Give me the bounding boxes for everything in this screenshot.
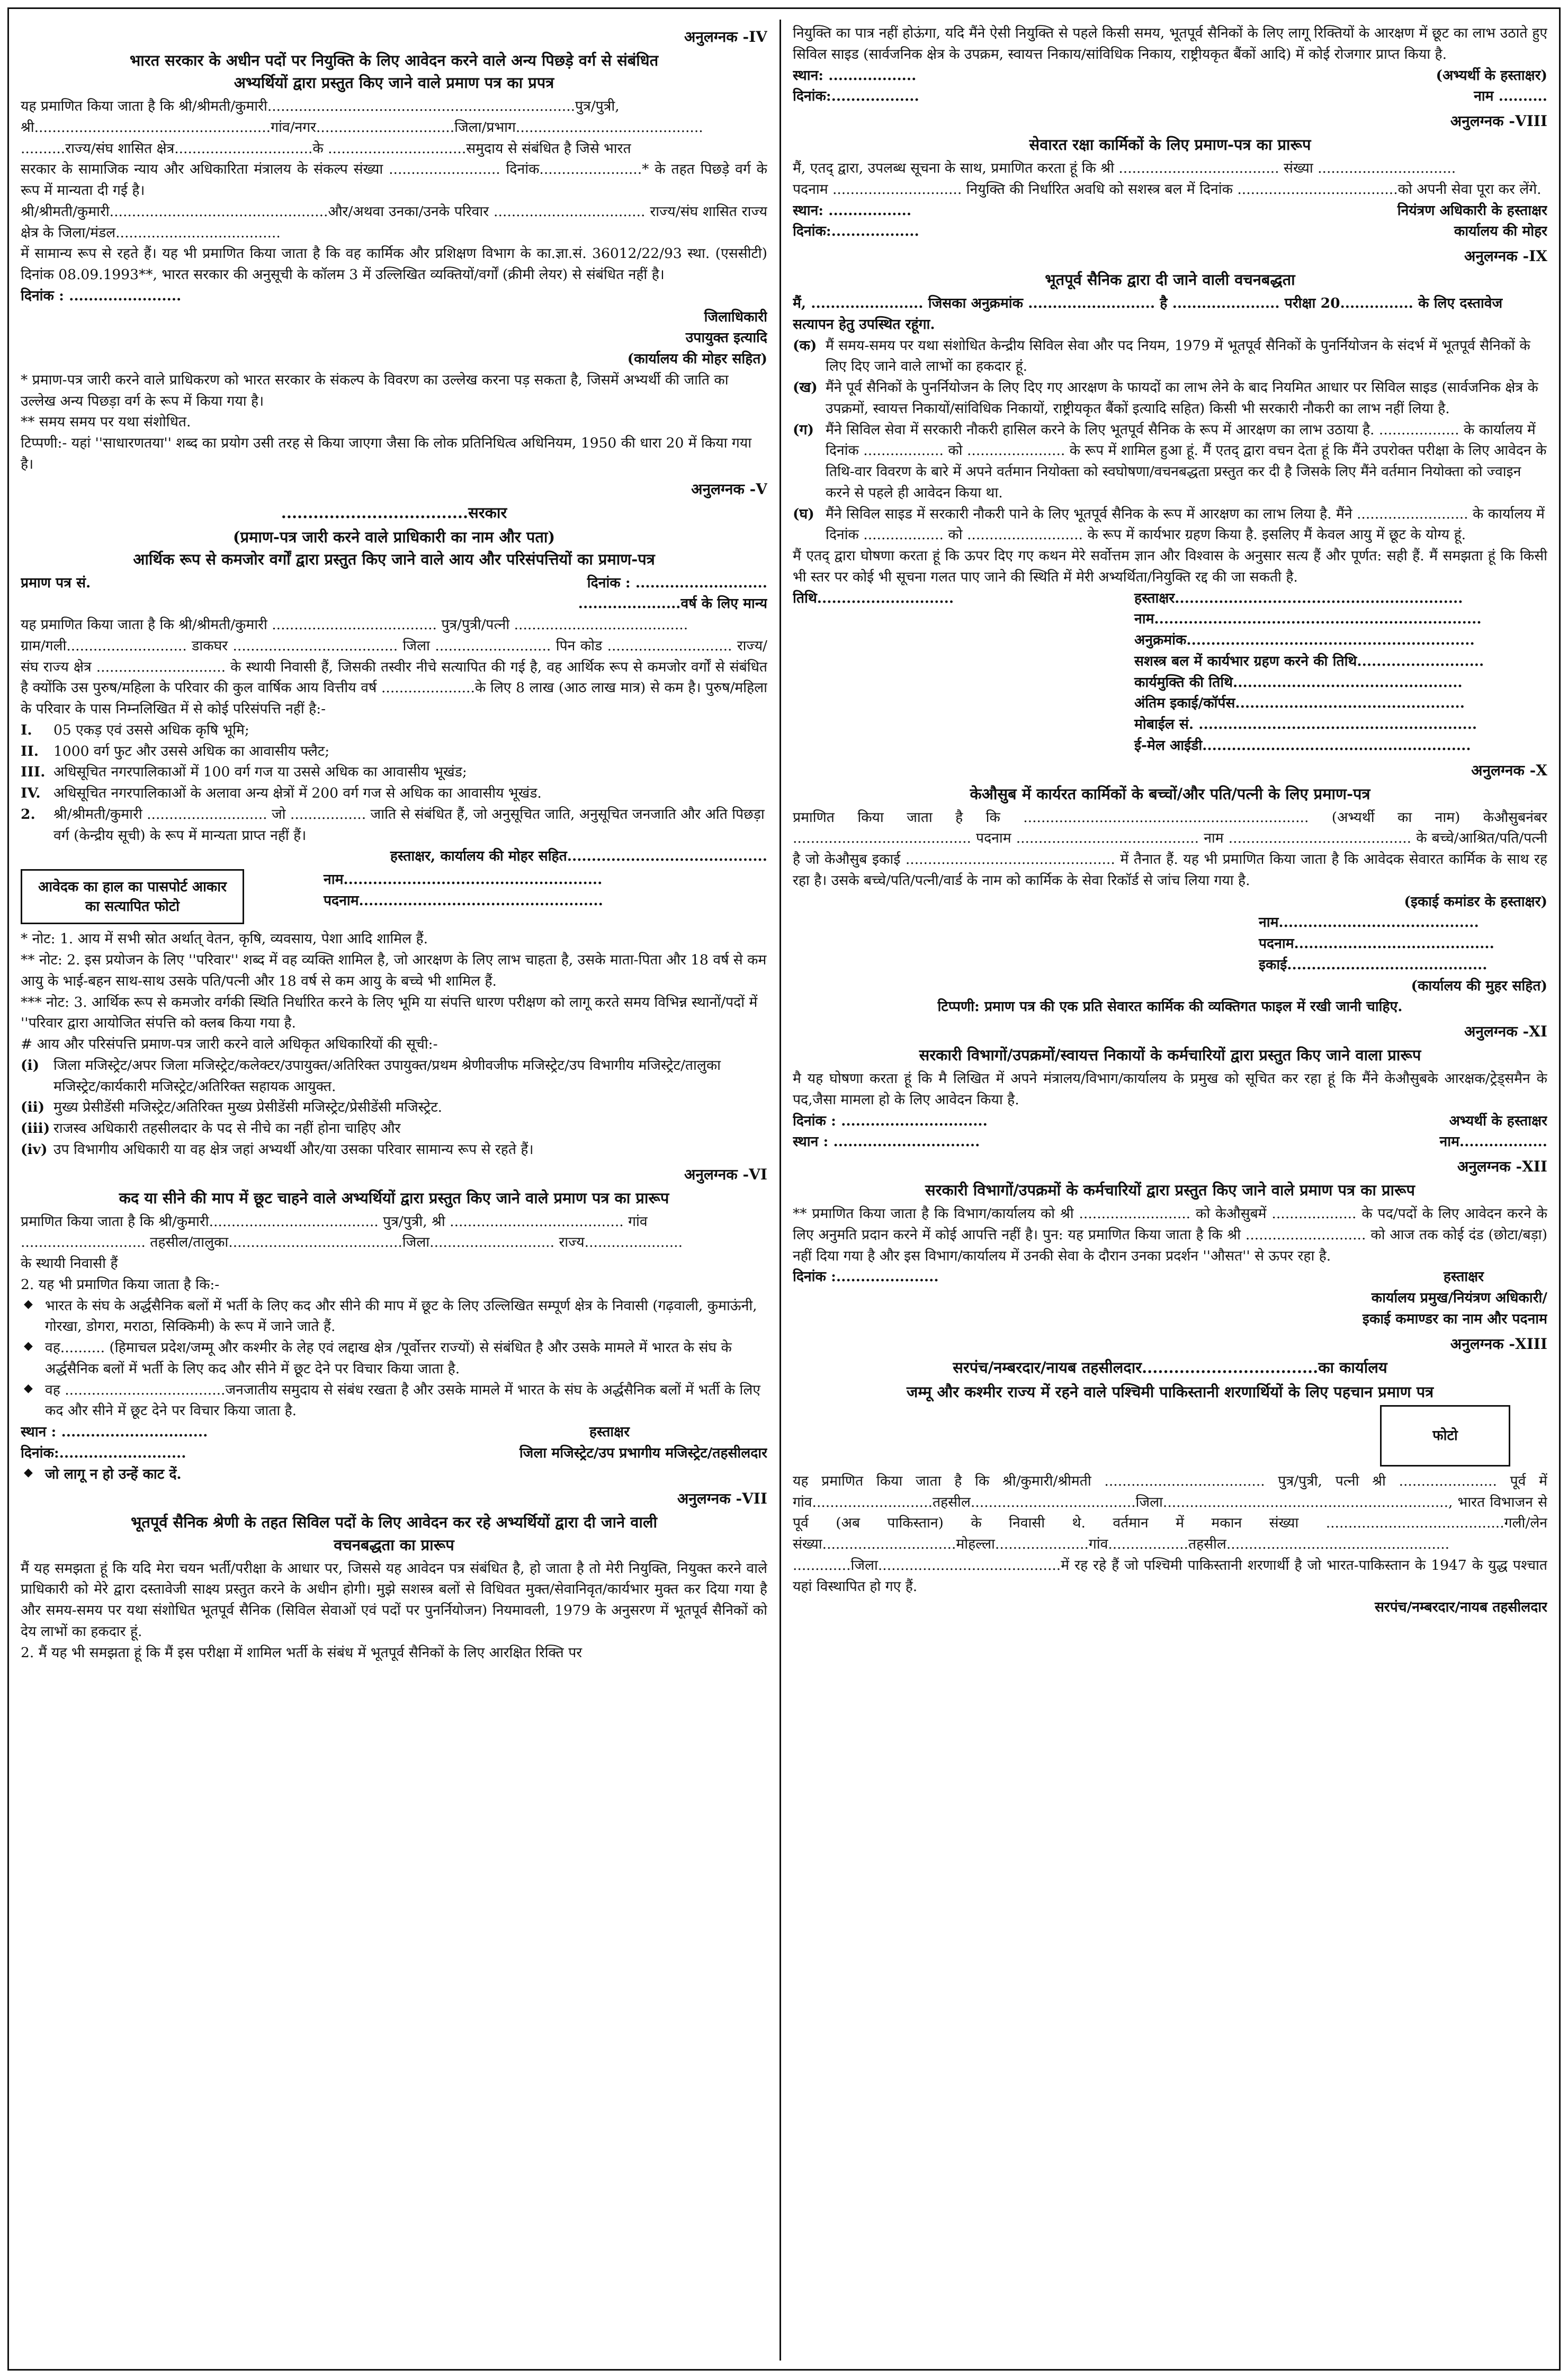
signature-label: हस्ताक्षर: [1443, 1268, 1484, 1285]
field-designation: पदनाम.........................................: [1259, 935, 1494, 952]
footnote: ** नोट: 2. इस प्रयोजन के लिए ''परिवार'' शब्द में वह व्यक्ति शामिल है, जो आरक्षण के लिए लाभ चाहता है, उसके माता-पिता और 18 वर्ष से कम आयु के भाई-बहन साथ-साथ उसके पति/पत्नी और 18 वर्ष से कम आयु के बच्चे भी शामिल हैं.: [21, 952, 767, 989]
field-name: नाम.........................................: [1259, 914, 1479, 931]
annexure-title: भूतपूर्व सैनिक श्रेणी के तहत सिविल पदों के लिए आवेदन कर रहे अभ्यर्थियों द्वारा दी जाने वाली वचनबद्धता का प्रारूप: [130, 1513, 657, 1554]
annexure-label: अनुलग्नक -VI: [684, 1165, 767, 1183]
annexure-xiii: [793, 1333, 1547, 1618]
annexure-viii: [793, 110, 1547, 242]
body-line: श्री/श्रीमती/कुमारी.................................................और/अथवा उनका/उनके परिवार .................................. राज्य/संघ शासित राज्य क्षेत्र के जिला/मंडल.....................................: [21, 203, 767, 241]
footnote: * प्रमाण-पत्र जारी करने वाले प्राधिकरण को भारत सरकार के संकल्प के विवरण का उल्लेख करना पड़ सकता है, जिसमें अभ्यर्थी की जाति का उल्लेख अन्य पिछड़ा वर्ग के रूप में किया गया है।: [21, 371, 729, 409]
body-line: सरकार के सामाजिक न्याय और अधिकारिता मंत्रालय के संकल्प संख्या ......................... दिनांक.......................* के तहत पिछड़े वर्ग के रूप में मान्यता दी गई है।: [21, 161, 767, 199]
annexure-x: [793, 759, 1547, 1018]
annexure-xi: [793, 1021, 1547, 1152]
caste-clause: 2. श्री/श्रीमती/कुमारी ........................... जो ................. जाति से संबंधित हैं, जो अनुसूचित जाति, अनुसूचित जनजाति और अति पिछड़ा वर्ग (केन्द्रीय सूची) के रूप में मान्यता प्राप्त नहीं हैं।: [21, 806, 765, 844]
signature-label: (अभ्यर्थी के हस्ताक्षर): [1436, 67, 1547, 84]
signatory: जिला मजिस्ट्रेट/उप प्रभागीय मजिस्ट्रेट/तहसीलदार: [519, 1444, 767, 1461]
signature-label: (इकाई कमांडर के हस्ताक्षर): [1404, 893, 1547, 910]
officer-item: (i) जिला मजिस्ट्रेट/अपर जिला मजिस्ट्रेट/कलेक्टर/उपायुक्त/अतिरिक्त उपायुक्त/प्रथम श्रेणीवजीफ मजिस्ट्रेट/उप विभागीय मजिस्ट्रेट/तालुका मजिस्ट्रेट/कार्यकारी मजिस्ट्रेट/अतिरिक्त सहायक आयुक्त.: [21, 1057, 721, 1095]
signatory: जिलाधिकारी: [704, 308, 767, 325]
body-line: 2. मैं यह भी समझता हूं कि मैं इस परीक्षा में शामिल भर्ती के संबंध में भूतपूर्व सैनिकों के लिए आरक्षित रिक्ति पर: [21, 1644, 583, 1661]
asset-item: IV. अधिसूचित नगरपालिकाओं के अलावा अन्य क्षेत्रों में 200 वर्ग गज से अधिक का आवासीय भूखंड.: [21, 785, 542, 802]
name-field: नाम ..........: [1474, 88, 1547, 105]
asset-item: II. 1000 वर्ग फुट और उससे अधिक का आवासीय फ्लैट;: [21, 743, 330, 759]
footnote: * नोट: 1. आय में सभी स्रोत अर्थात् वेतन, कृषि, व्यवसाय, पेशा आदि शामिल हैं.: [21, 931, 428, 947]
place-line: स्थान : ..............................: [793, 1133, 980, 1150]
body-line: ग्राम/गली........................... डाकघर ..................................... जिला .......................... पिन कोड ............................ राज्य/संघ राज्य क्षेत्र ............................. के स्थायी निवासी हैं, जिसकी तस्वीर नीचे सत्यापित की गई है, वह आर्थिक रूप से कमजोर वर्गों से संबंधित है क्योंकि उस पुरुष/महिला के परिवार की कुल वार्षिक आय वित्तीय वर्ष .....................के लिए 8 लाख (आठ लाख मात्र) से कम है। पुरुष/महिला के परिवार के पास निम्नलिखित में से कोई परिसंपत्ति नहीं है:-: [21, 637, 767, 718]
body-line: के स्थायी निवासी हैं: [21, 1255, 118, 1272]
body-line: यह प्रमाणित किया जाता है कि श्री/कुमारी/श्रीमती .................................... पुत्र/पुत्री, पत्नी श्री ...................... पूर्व में गांव...........................तहसील.....................................जिला................................................................, भारत विभाजन से पूर्व (अब पाकिस्तान) के निवासी थे. वर्तमान में मकान संख्या ........................................गली/लेन संख्या..............................मोहल्ला.....................गांव..................तहसील.................................................. .............जिला.........................................में रह रहे हैं जो पश्चिमी पाकिस्तानी शरणार्थी है जो भारत-पाकिस्तान के 1947 के युद्ध पश्चात यहां विस्थापित हो गए हैं.: [793, 1472, 1547, 1595]
designation-field: पदनाम..................................................: [324, 892, 603, 909]
signatory: सरपंच/नम्बरदार/नायब तहसीलदार: [1374, 1599, 1547, 1616]
asset-item: III. अधिसूचित नगरपालिकाओं में 100 वर्ग गज या उससे अधिक का आवासीय भूखंड;: [21, 764, 467, 781]
government-line: ...................................सरकार: [281, 503, 507, 522]
officer-fields: [324, 869, 603, 911]
seal-note: कार्यालय की मोहर: [1454, 223, 1547, 240]
name-field: नाम..................: [1439, 1133, 1547, 1150]
signatory: इकाई कमाण्डर का नाम और पदनाम: [1362, 1310, 1547, 1327]
signature-label: नियंत्रण अधिकारी के हस्ताक्षर: [1397, 202, 1547, 219]
place-sign-row: [793, 200, 1547, 221]
place-line: स्थान: .................: [793, 202, 912, 219]
photo-and-officer: [21, 869, 767, 924]
date-line: दिनांक:..........................: [21, 1444, 186, 1461]
asset-item: I. 05 एकड़ एवं उससे अधिक कृषि भूमि;: [21, 721, 249, 738]
note: टिप्पणी: प्रमाण पत्र की एक प्रति सेवारत कार्मिक की व्यक्तिगत फाइल में रखी जानी चाहिए.: [937, 998, 1403, 1015]
annexure-vi: [21, 1164, 767, 1485]
right-column: [793, 23, 1547, 2353]
annexure-label: अनुलग्नक -XI: [1464, 1023, 1547, 1041]
field-last-unit: अंतिम इकाई/कॉर्पस...............................................: [1134, 695, 1465, 712]
date-line: दिनांक : .......................: [21, 287, 182, 304]
date-sign-row: [793, 1111, 1547, 1132]
annexure-label: अनुलग्नक -XII: [1457, 1158, 1547, 1176]
photo-box: आवेदक का हाल का पासपोर्ट आकार का सत्यापित फोटो: [21, 869, 244, 924]
bullet-icon: ◆: [24, 1297, 33, 1311]
signatory: कार्यालय प्रमुख/नियंत्रण अधिकारी/: [1371, 1290, 1547, 1307]
annexure-title: केऔसुब में कार्यरत कार्मिकों के बच्चों/और पति/पत्नी के लिए प्रमाण-पत्र: [970, 784, 1370, 803]
signature-line: हस्ताक्षर, कार्यालय की मोहर सहित.........................................: [390, 848, 767, 865]
undertaking-item: (ग) मैंने सिविल सेवा में सरकारी नौकरी हासिल करने के लिए भूतपूर्व सैनिक के रूप में आरक्षण का लाभ उठाया है. .................. के कार्यालय में दिनांक .................. को ...................... के रूप में शामिल हुआ हूं. मैं एतद् द्वारा वचन देता हूं कि मैंने उपरोक्त परीक्षा के लिए आवेदन के तिथि-वार विवरण के बारे में अपने वर्तमान नियोक्ता को स्वघोषणा/वचनबद्धता प्रस्तुत कर दी है जिसके लिए मैंने वर्तमान नियोक्ता को ज्वाइन करने से पहले ही आवेदन किया था.: [793, 421, 1547, 501]
date-line: दिनांक:..................: [793, 223, 919, 240]
date-line: तिथि............................: [793, 589, 954, 606]
body-line: ............................ तहसील/तालुका.......................................जिला............................ राज्य......................: [21, 1234, 683, 1251]
body-line: श्री.....................................................गांव/नगर...............................जिला/प्रभाग..........................................: [21, 119, 703, 136]
footnote: ** समय समय पर यथा संशोधित.: [21, 414, 191, 431]
field-joining-date: सशस्त्र बल में कार्यभार ग्रहण करने की तिथि..........................: [1134, 652, 1484, 669]
field-unit: इकाई.........................................: [1259, 956, 1488, 973]
annexure-title: (प्रमाण-पत्र जारी करने वाले प्राधिकारी का नाम और पता) आर्थिक रूप से कमजोर वर्गों द्वारा प्रस्तुत किए जाने वाले आय और परिसंपत्तियों का प्रमाण-पत्र: [133, 528, 655, 568]
officer-item: (iii) राजस्व अधिकारी तहसीलदार के पद से नीचे का नहीं होना चाहिए और: [21, 1120, 401, 1137]
office-line: सरपंच/नम्बरदार/नायब तहसीलदार.................................का कार्यालय: [953, 1358, 1387, 1376]
annexure-xii: [793, 1156, 1547, 1330]
date-sign-row: [793, 1266, 1547, 1288]
body-line: यह प्रमाणित किया जाता है कि श्री/श्रीमती/कुमारी.....................................................................पुत्र/पुत्री,: [21, 98, 620, 115]
undertaking-item: (घ) मैंने सिविल साइड में सरकारी नौकरी पाने के लिए भूतपूर्व सैनिक के रूप में आरक्षण का लाभ लिया है. मैंने ......................... के कार्यालय में दिनांक .................. को .......................... के रूप में कार्यभार ग्रहण किया है. इसलिए मैं केवल आयु में छूट के योग्य हूं.: [793, 505, 1545, 543]
footnote: टिप्पणी:- यहां ''साधारणतया'' शब्द का प्रयोग उसी तरह से किया जाएगा जैसा कि लोक प्रतिनिधित्व अधिनियम, 1950 की धारा 20 में किया गया है।: [21, 435, 752, 472]
commander-fields: [793, 912, 1547, 975]
undertaking-item: (ख) मैंने पूर्व सैनिकों के पुनर्नियोजन के लिए दिए गए आरक्षण के फायदों का लाभ लेने के बाद नियमित आधार पर सिविल साइड (सार्वजनिक क्षेत्र के उपक्रमों, स्वायत्त निकायों/सांविधिक निकायों, राष्ट्रीयकृत बैंकों इत्यादि सहित) किसी भी सरकारी नौकरी का लाभ नहीं लिया है.: [793, 379, 1538, 417]
officer-item: (iv) उप विभागीय अधिकारी या वह क्षेत्र जहां अभ्यर्थी और/या उसका परिवार सामान्य रूप से रहते हैं।: [21, 1141, 534, 1158]
annexure-vii: [21, 1488, 767, 1663]
undertaking-item: (क) मैं समय-समय पर यथा संशोधित केन्द्रीय सिविल सेवा और पद नियम, 1979 में भूतपूर्व सैनिकों के पुनर्नियोजन के संदर्भ में भूतपूर्व सैनिकों के लिए दिए जाने वाले लाभों का हकदार हूं.: [793, 337, 1530, 375]
body-line: में सामान्य रूप से रहते हैं। यह भी प्रमाणित किया जाता है कि वह कार्मिक और प्रशिक्षण विभाग के का.ज्ञा.सं. 36012/22/93 स्था. (एससीटी) दिनांक 08.09.1993**, भारत सरकार की अनुसूची के कॉलम 3 में उल्लिखित व्यक्तियों/वर्गों (क्रीमी लेयर) से संबंधित नहीं है।: [21, 245, 767, 283]
date-line: दिनांक : ..............................: [793, 1112, 988, 1129]
annexure-iv: [21, 26, 767, 475]
body-line: ** प्रमाणित किया जाता है कि विभाग/कार्यालय को श्री ......................... को केऔसुबमें ................... के पद/पदों के लिए आवेदन करने के लिए अनुमति प्रदान करने में कोई आपत्ति नहीं है। पुन: यह प्रमाणित किया जाता है कि श्री ........................... को आज तक कोई दंड (छोटा/बड़ा) नहीं दिया गया है और इस विभाग/कार्यालय में उनकी सेवा के दौरान उनका प्रदर्शन ''औसत'' से ऊपर रहा है.: [793, 1205, 1547, 1264]
body-line: ..........राज्य/संघ शासित क्षेत्र...............................के ...............................समुदाय से संबंधित है जिसे भारत: [21, 140, 631, 157]
body-line: मैं यह समझता हूं कि यदि मेरा चयन भर्ती/परीक्षा के आधार पर, जिससे यह आवेदन पत्र संबंधित है, हो जाता है तो मेरी नियुक्ति, नियुक्त करने वाले प्राधिकारी को मेरे द्वारा दस्तावेजी साक्ष्य प्रस्तुत करने के अधीन होगी। मुझे सशस्त्र बलों से विधिवत मुक्त/सेवानिवृत/कार्यभार मुक्त कर दिया गया है और समय-समय पर यथा संशोधित भूतपूर्व सैनिक (सिविल सेवाओं एवं पदों पर पुनर्नियोजन) नियमावली, 1979 के अनुसरण में भूतपूर्व सैनिकों को देय लाभों का हकदार हूं.: [21, 1560, 767, 1640]
declaration: मैं एतद् द्वारा घोषणा करता हूं कि ऊपर दिए गए कथन मेरे सर्वोत्तम ज्ञान और विश्वास के अनुसार सत्य हैं और पूर्णत: सही हैं. मैं समझता हूं कि किसी भी स्तर पर कोई भी सूचना गलत पाए जाने की स्थिति में मेरी अभ्यर्थिता/नियुक्ति रद्द की जा सकती है.: [793, 548, 1547, 585]
annexure-label: अनुलग्नक -V: [691, 480, 767, 498]
body-line: मैं, एतद् द्वारा, उपलब्ध सूचना के साथ, प्रमाणित करता हूं कि श्री .................................... संख्या ...............................: [793, 160, 1456, 177]
certificate-date: दिनांक : ...........................: [587, 574, 767, 591]
bullet-item: ◆ वह ....................................जनजातीय समुदाय से संबंध रखता है और उसके मामले में भारत के संघ के अर्द्धसैनिक बलों में भर्ती के लिए कद और सीने में छूट देने पर विचार किया जाता है.: [21, 1380, 767, 1422]
certificate-number: प्रमाण पत्र सं.: [21, 574, 91, 591]
column-divider: [779, 20, 781, 2361]
bullet-icon: ◆: [24, 1339, 33, 1353]
candidate-fields: [1134, 588, 1547, 756]
annexure-label: अनुलग्नक -IX: [1464, 247, 1547, 265]
place-line: स्थान: ..................: [793, 67, 917, 84]
bullet-item: ◆ वह.......... (हिमाचल प्रदेश/जम्मू और कश्मीर के लेह एवं लद्दाख क्षेत्र /पूर्वोत्तर राज्यों) से संबंधित है और उसके मामले में भारत के संघ के अर्द्धसैनिक बलों में भर्ती के लिए कद और सीने में छूट देने पर विचार किया जाता है.: [21, 1337, 767, 1380]
signature-label: हस्ताक्षर: [589, 1424, 630, 1441]
notice-page: [7, 7, 1561, 2371]
bullet-item: ◆ भारत के संघ के अर्द्धसैनिक बलों में भर्ती के लिए कद और सीने की माप में छूट के लिए उल्लिखित सम्पूर्ण क्षेत्र के निवासी (गढ़वाली, कुमाऊंनी, गोरखा, डोगरा, मराठा, सिक्किमी) के रूप में जाने जाते हैं.: [21, 1295, 767, 1338]
body-line: पदनाम ............................. नियुक्ति की निर्धारित अवधि को सशस्त्र बल में दिनांक ....................................को अपनी सेवा पूरा कर लेंगे.: [793, 181, 1542, 198]
left-column: [21, 23, 767, 2353]
place-name-row: [793, 1131, 1547, 1152]
body-line: प्रमाणित किया जाता है कि श्री/कुमारी...................................... पुत्र/पुत्री, श्री ....................................... गांव: [21, 1213, 648, 1230]
body-line: नियुक्ति का पात्र नहीं होऊंगा, यदि मैंने ऐसी नियुक्ति से पहले किसी समय, भूतपूर्व सैनिकों के लिए लागू रिक्तियों के आरक्षण में छूट का लाभ उठाते हुए सिविल साइड (सार्वजनिक क्षेत्र के उपक्रम, स्वायत्त निकाय/सांविधिक निकाय, राष्ट्रीयकृत बैंकों आदि) में कोई रोजगार प्राप्त किया है.: [793, 25, 1547, 62]
annexure-title: भारत सरकार के अधीन पदों पर नियुक्ति के लिए आवेदन करने वाले अन्य पिछड़े वर्ग से संबंधित अभ्यर्थियों द्वारा प्रस्तुत किए जाने वाले प्रमाण पत्र का प्रपत्र: [129, 51, 659, 92]
date-sign-row: [21, 1443, 767, 1464]
annexure-title: सरकारी विभागों/उपक्रमों के कर्मचारियों द्वारा प्रस्तुत किए जाने वाले प्रमाण पत्र का प्रारूप: [925, 1181, 1415, 1200]
place-sign-row: [21, 1422, 767, 1443]
date-name-row: [793, 86, 1547, 107]
certificate-header: [21, 573, 767, 594]
annexure-title: भूतपूर्व सैनिक द्वारा दी जाने वाली वचनबद्धता: [1045, 271, 1295, 289]
date-fields-row: [793, 588, 1547, 756]
annexure-label: अनुलग्नक -VII: [677, 1490, 767, 1508]
annexure-ix: [793, 245, 1547, 756]
annexure-label: अनुलग्नक -IV: [684, 28, 767, 46]
place-sign-row: [793, 65, 1547, 86]
annexure-title: सरकारी विभागों/उपक्रमों/स्वायत्त निकायों के कर्मचारियों द्वारा प्रस्तुत किए जाने वाला प्रारूप: [919, 1046, 1421, 1065]
bullet-icon: ◆: [24, 1381, 33, 1395]
body-line: प्रमाणित किया जाता है कि ................................................................ (अभ्यर्थी का नाम) केऔसुबनंबर ........................................ पदनाम ......................................... नाम ......................................... के बच्चे/आश्रित/पति/पत्नी है जो केऔसुब इकाई ............................................... में तैनात हैं. यह भी प्रमाणित किया जाता है कि आवेदक सेवारत कार्मिक के साथ रह रहा है। उसके बच्चे/पति/पत्नी/वार्ड के नाम को कार्मिक के सेवा रिकॉर्ड से जांच लिया गया है.: [793, 809, 1547, 889]
place-line: स्थान : ..............................: [21, 1424, 208, 1441]
annexure-title: कद या सीने की माप में छूट चाहने वाले अभ्यर्थियों द्वारा प्रस्तुत किए जाने वाले प्रमाण पत्र का प्रारूप: [119, 1188, 669, 1207]
validity: .....................वर्ष के लिए मान्य: [578, 595, 767, 612]
body-line: 2. यह भी प्रमाणित किया जाता है कि:-: [21, 1276, 220, 1293]
annexure-vii-continued: [793, 23, 1547, 107]
annexure-title: सेवारत रक्षा कार्मिकों के लिए प्रमाण-पत्र का प्रारूप: [1029, 136, 1311, 154]
signatory: उपायुक्त इत्यादि: [685, 329, 767, 346]
field-signature: हस्ताक्षर...........................................................: [1134, 589, 1463, 606]
annexure-v: [21, 478, 767, 1160]
date-line: दिनांक:..................: [793, 88, 919, 105]
annexure-title: जम्मू और कश्मीर राज्य में रहने वाले पश्चिमी पाकिस्तानी शरणार्थियों के लिए पहचान प्रमाण पत्र: [906, 1382, 1434, 1401]
field-email: ई-मेल आईडी.......................................................: [1134, 737, 1471, 754]
footnote: # आय और परिसंपत्ति प्रमाण-पत्र जारी करने वाले अधिकृत अधिकारियों की सूची:-: [21, 1036, 438, 1053]
officer-item: (ii) मुख्य प्रेसीडेंसी मजिस्ट्रेट/अतिरिक्त मुख्य प्रेसीडेंसी मजिस्ट्रेट/प्रेसीडेंसी मजिस्ट्रेट.: [21, 1099, 443, 1116]
seal-note: (कार्यालय की मुहर सहित): [1411, 977, 1547, 994]
field-release-date: कार्यमुक्ति की तिथि...............................................: [1134, 674, 1463, 691]
date-line: दिनांक :.....................: [793, 1268, 939, 1285]
undertaking-intro: मैं, ....................... जिसका अनुक्रमांक .......................... है ...................... परीक्षा 20............... के लिए दस्तावेज सत्यापन हेतु उपस्थित रहूंगा.: [793, 295, 1503, 333]
signature-label: अभ्यर्थी के हस्ताक्षर: [1449, 1112, 1547, 1129]
photo-box: फोटो: [1380, 1405, 1510, 1467]
annexure-label: अनुलग्नक -VIII: [1450, 112, 1547, 130]
annexure-label: अनुलग्नक -X: [1471, 761, 1547, 779]
field-name: नाम...................................................................: [1134, 611, 1482, 628]
field-roll-number: अनुक्रमांक...........................................................: [1134, 632, 1475, 649]
body-line: यह प्रमाणित किया जाता है कि श्री/श्रीमती/कुमारी ..................................... पुत्र/पुत्री/पत्नी .......................................: [21, 616, 688, 633]
bullet-item: ◆ जो लागू न हो उन्हें काट दें.: [21, 1464, 767, 1485]
field-mobile: मोबाईल सं. .........................................................: [1134, 716, 1477, 733]
name-field: नाम.....................................................: [324, 871, 603, 888]
date-seal-row: [793, 221, 1547, 242]
annexure-label: अनुलग्नक -XIII: [1450, 1335, 1547, 1353]
bullet-icon: ◆: [24, 1465, 33, 1479]
body-line: मै यह घोषणा करता हूं कि मै लिखित में अपने मंत्रालय/विभाग/कार्यालय के प्रमुख को सूचित कर रहा हूं कि मैंने केऔसुबके आरक्षक/ट्रेड्समैन के पद,जैसा मामला हो के लिए आवेदन किया है.: [793, 1070, 1547, 1108]
seal-note: (कार्यालय की मोहर सहित): [627, 351, 767, 368]
footnote: *** नोट: 3. आर्थिक रूप से कमजोर वर्गकी स्थिति निर्धारित करने के लिए भूमि या संपत्ति धारण परीक्षण को लागू करते समय विभिन्न स्थानों/पदों में ''परिवार द्वारा आयोजित संपत्ति को क्लब किया गया है.: [21, 994, 758, 1032]
